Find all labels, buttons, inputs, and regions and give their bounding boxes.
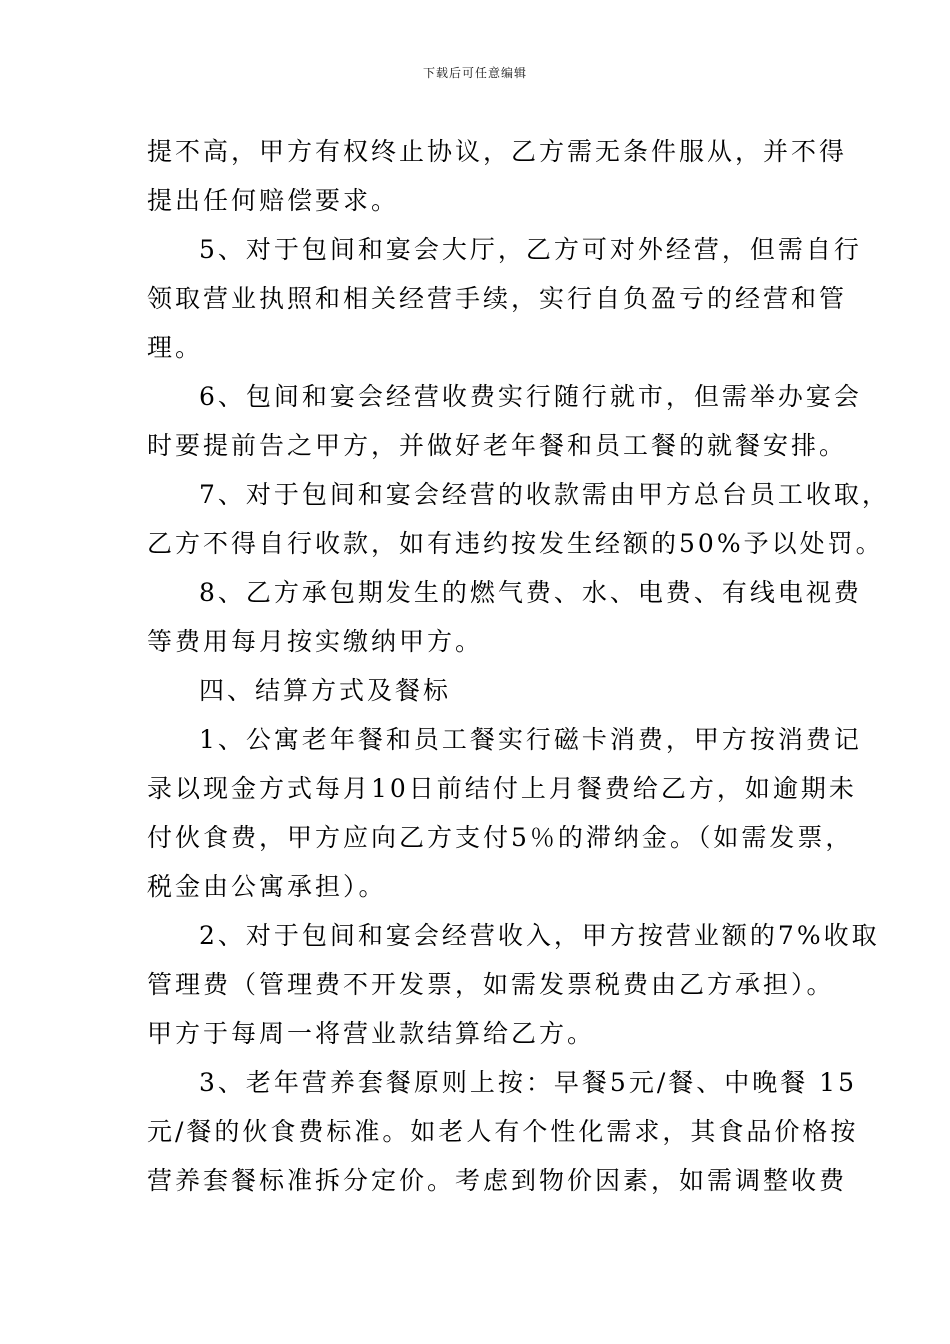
paragraph-8-start: 8、乙方承包期发生的燃气费、水、电费、有线电视费 — [199, 578, 862, 607]
text-line: 领取营业执照和相关经营手续，实行自负盈亏的经营和管 — [147, 284, 848, 313]
paragraph-3-start: 3、老年营养套餐原则上按：早餐5元/餐、中晚餐 15 — [199, 1068, 857, 1097]
document-body — [147, 127, 890, 1205]
text-line: 税金由公寓承担）。 — [147, 872, 387, 901]
text-line: 乙方不得自行收款，如有违约按发生经额的50%予以处罚。 — [147, 529, 884, 558]
paragraph-1-start: 1、公寓老年餐和员工餐实行磁卡消费，甲方按消费记 — [199, 725, 862, 754]
text-line: 管理费（管理费不开发票，如需发票税费由乙方承担）。 — [147, 970, 835, 999]
paragraph-2-start: 2、对于包间和宴会经营收入，甲方按营业额的7%收取 — [199, 921, 880, 950]
page-header: 下载后可任意编辑 — [422, 66, 527, 80]
text-line: 理。 — [147, 333, 204, 362]
text-line: 提不高，甲方有权终止协议，乙方需无条件服从，并不得 — [147, 137, 848, 166]
text-line: 付伙食费，甲方应向乙方支付5％的滞纳金。（如需发票， — [147, 823, 854, 852]
text-line: 甲方于每周一将营业款结算给乙方。 — [147, 1019, 596, 1048]
section-heading: 四、结算方式及餐标 — [199, 676, 452, 705]
paragraph-5-start: 5、对于包间和宴会大厅，乙方可对外经营，但需自行 — [199, 235, 862, 264]
text-line: 营养套餐标准拆分定价。考虑到物价因素，如需调整收费 — [147, 1166, 848, 1195]
text-line: 录以现金方式每月10日前结付上月餐费给乙方，如逾期未 — [147, 774, 857, 803]
text-line: 元/餐的伙食费标准。如老人有个性化需求，其食品价格按 — [147, 1117, 859, 1146]
paragraph-7-start: 7、对于包间和宴会经营的收款需由甲方总台员工收取， — [199, 480, 890, 509]
text-line: 时要提前告之甲方，并做好老年餐和员工餐的就餐安排。 — [147, 431, 848, 460]
text-line: 等费用每月按实缴纳甲方。 — [147, 627, 484, 656]
text-line: 提出任何赔偿要求。 — [147, 186, 400, 215]
paragraph-6-start: 6、包间和宴会经营收费实行随行就市，但需举办宴会 — [199, 382, 862, 411]
